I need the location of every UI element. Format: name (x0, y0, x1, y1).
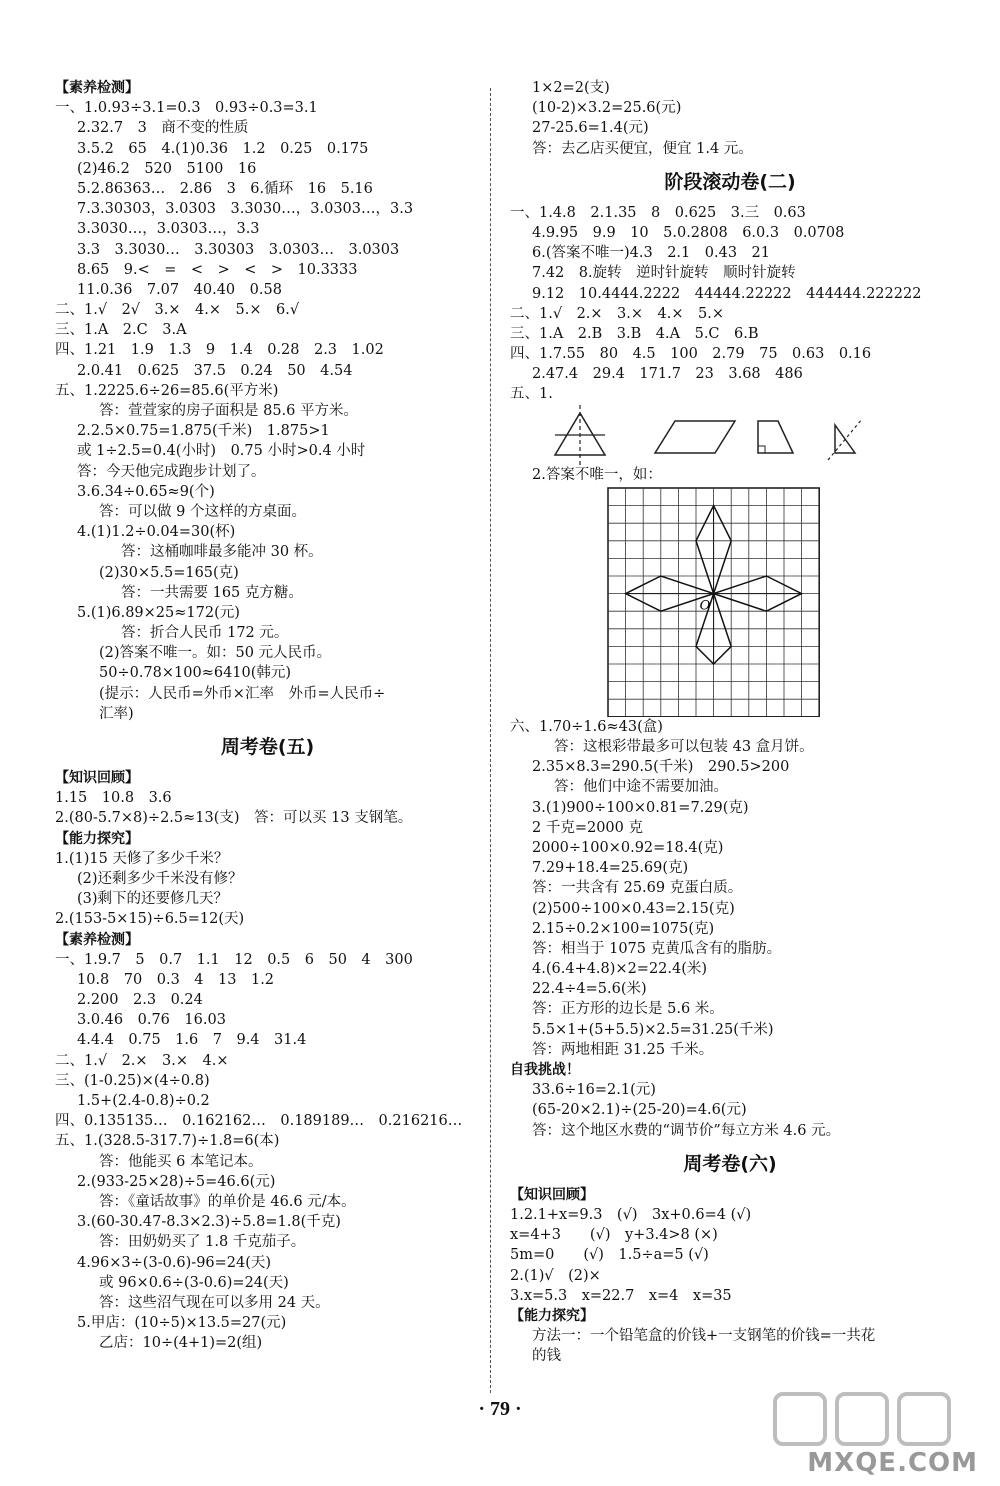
answer-line: 答：萱萱家的房子面积是 85.6 平方米。 (99, 403, 359, 419)
answer-line: 33.6÷16=2.1(元) (532, 1082, 656, 1099)
answer-line: (2)46.2 520 5100 16 (77, 160, 257, 177)
answer-line: 答：折合人民币 172 元。 (121, 625, 289, 642)
answer-line: 答：他能买 6 本笔记本。 (99, 1153, 263, 1170)
section-heading: 【素养检测】 (55, 931, 139, 948)
answer-line: 五、1.(328.5-317.7)÷1.8=6(本) (55, 1133, 280, 1150)
answer-line: 二、1.√ 2.× 3.× 4.× 5.× (510, 305, 725, 322)
section-title: 阶段滚动卷(二) (664, 170, 796, 193)
section-title: 周考卷(六) (683, 1152, 777, 1175)
answer-line: 2.(1)√ (2)× (510, 1267, 601, 1284)
origin-label: O (699, 598, 711, 614)
answer-line: 27-25.6=1.4(元) (532, 120, 649, 137)
answer-line: 1.5+(2.4-0.8)÷0.2 (77, 1093, 210, 1109)
answer-line: 方法一：一个铅笔盒的价钱+一支钢笔的价钱=一共花 (532, 1328, 876, 1345)
answer-line: 四、1.21 1.9 1.3 9 1.4 0.28 2.3 1.02 (55, 342, 384, 359)
answer-line: 答：他们中途不需要加油。 (554, 779, 728, 796)
answer-line: 二、1.√ 2.× 3.× 4.× (55, 1052, 229, 1069)
answer-line: 3.(1)900÷100×0.81=7.29(克) (532, 799, 749, 816)
answer-line: 答：去乙店买便宜，便宜 1.4 元。 (532, 140, 753, 157)
answer-line: 2.32.7 3 商不变的性质 (77, 120, 249, 137)
answer-line: 答：今天他完成跑步计划了。 (77, 463, 266, 480)
left-column (55, 78, 480, 1353)
answer-line: 1×2=2(支) (532, 80, 610, 96)
shape-figures (510, 405, 950, 465)
answer-line: (65-20×2.1)÷(25-20)=4.6(元) (532, 1102, 747, 1119)
grid-figure (510, 485, 950, 717)
symmetry-shapes-figure (510, 405, 950, 465)
answer-line: 8.65 9.< = < > < > 10.3333 (77, 261, 358, 278)
answer-line: 答：这桶咖啡最多能冲 30 杯。 (121, 544, 323, 561)
watermark-text: MXQE.COM (807, 1448, 978, 1478)
answer-line: 5.甲店：(10÷5)×13.5=27(元) (77, 1315, 287, 1332)
answer-line: 三、(1-0.25)×(4÷0.8) (55, 1072, 210, 1089)
answer-line: 1.2.1+x=9.3 (√) 3x+0.6=4 (√) (510, 1206, 752, 1223)
answer-line: 5.(1)6.89×25≈172(元) (77, 604, 240, 621)
rotation-grid (510, 485, 950, 717)
answer-line: 3.5.2 65 4.(1)0.36 1.2 0.25 0.175 (77, 140, 369, 157)
answer-line: 7.3.30303，3.0303 3.3030…，3.0303…，3.3 (77, 201, 414, 218)
answer-line: 或 96×0.6÷(3-0.6)=24(天) (99, 1274, 289, 1291)
answer-line: 7.29+18.4=25.69(克) (532, 860, 689, 877)
page-number: · 79 · (478, 1398, 522, 1420)
answer-line: 四、0.135135… 0.162162… 0.189189… 0.216216… (55, 1113, 463, 1130)
answer-line: 7.42 8.旋转 逆时针旋转 顺时针旋转 (532, 265, 796, 282)
answer-line: 2.200 2.3 0.24 (77, 992, 203, 1009)
answer-line: 汇率) (99, 705, 134, 722)
answer-line: 3.6.34÷0.65≈9(个) (77, 483, 215, 500)
answer-line: 22.4÷4=5.6(米) (532, 981, 647, 998)
answer-line: 4.9.95 9.9 10 5.0.2808 6.0.3 0.0708 (532, 224, 845, 241)
answer-line: 4.4.4 0.75 1.6 7 9.4 31.4 (77, 1032, 307, 1049)
answer-line: 3.(60-30.47-8.3×2.3)÷5.8=1.8(千克) (77, 1214, 341, 1231)
page-number-value: 79 (490, 1398, 510, 1420)
section-heading: 自我挑战！ (510, 1062, 580, 1078)
answer-line: x=4+3 (√) y+3.4>8 (×) (510, 1227, 718, 1244)
answer-line: 四、1.7.55 80 4.5 100 2.79 75 0.63 0.16 (510, 346, 872, 363)
answer-line: 5.2.86363… 2.86 3 6.循环 16 5.16 (77, 180, 373, 197)
answer-line: 4.96×3÷(3-0.6)-96=24(天) (77, 1254, 272, 1271)
answer-line: 2.35×8.3=290.5(千米) 290.5>200 (532, 759, 790, 776)
answer-line: 2.(80-5.7×8)÷2.5≈13(支) 答：可以买 13 支钢笔。 (55, 810, 413, 827)
answer-line: 答：这个地区水费的“调节价”每立方米 4.6 元。 (532, 1122, 841, 1139)
answer-line: 一、1.4.8 2.1.35 8 0.625 3.三 0.63 (510, 204, 806, 221)
answer-line: (2)500÷100×0.43=2.15(克) (532, 900, 735, 917)
answer-line: 答：田奶奶买了 1.8 千克茄子。 (99, 1234, 306, 1251)
section-heading: 【知识回顾】 (510, 1186, 594, 1203)
answer-line: (提示：人民币=外币×汇率 外币=人民币÷ (99, 685, 386, 702)
answer-line: 11.0.36 7.07 40.40 0.58 (77, 281, 282, 298)
answer-line: 1.(1)15 天修了多少千米？ (55, 850, 229, 867)
answer-line: 答：两地相距 31.25 千米。 (532, 1041, 714, 1058)
answer-line: (2)30×5.5=165(克) (99, 564, 239, 581)
section-heading: 【知识回顾】 (55, 770, 139, 786)
answer-line: 的钱 (532, 1348, 561, 1365)
answer-line: (3)剩下的还要修几天？ (77, 891, 229, 908)
answer-line: 2.47.4 29.4 171.7 23 3.68 486 (532, 366, 803, 383)
answer-line: 3.3030…，3.0303…，3.3 (77, 221, 260, 238)
answer-line: 一、1.9.7 5 0.7 1.1 12 0.5 6 50 4 300 (55, 951, 413, 968)
answer-line: (2)还剩多少千米没有修？ (77, 870, 243, 887)
answer-line: 3.x=5.3 x=22.7 x=4 x=35 (510, 1287, 732, 1304)
answer-line: 2.2.5×0.75=1.875(千米) 1.875>1 (77, 423, 330, 440)
answer-line: 答：《童话故事》的单价是 46.6 元/本。 (99, 1193, 356, 1210)
answer-line: 答：一共含有 25.69 克蛋白质。 (532, 880, 743, 897)
section-heading: 【能力探究】 (510, 1307, 594, 1324)
answer-line: 5.5×1+(5+5.5)×2.5=31.25(千米) (532, 1021, 774, 1038)
section-title: 周考卷(五) (220, 736, 315, 758)
section-heading: 【能力探究】 (55, 830, 139, 847)
answer-line: (2)答案不唯一。如：50 元人民币。 (99, 645, 332, 662)
answer-line: 2.答案不唯一，如： (532, 466, 662, 483)
right-column (510, 78, 950, 1366)
answer-line: 4.(1)1.2÷0.04=30(杯) (77, 524, 236, 541)
answer-line: 1.15 10.8 3.6 (55, 790, 172, 807)
answer-line: 3.0.46 0.76 16.03 (77, 1012, 226, 1029)
answer-line: 答：一共需要 165 克方糖。 (121, 584, 303, 601)
answer-line: 4.(6.4+4.8)×2=22.4(米) (532, 961, 708, 978)
answer-line: 9.12 10.4444.2222 44444.22222 444444.222222 (532, 285, 922, 302)
answer-line: 答：可以做 9 个这样的方桌面。 (99, 503, 306, 520)
answer-line: 答：正方形的边长是 5.6 米。 (532, 1001, 724, 1018)
answer-line: 五、1. (510, 386, 553, 403)
column-divider (490, 88, 491, 1393)
answer-line: 五、1.2225.6÷26=85.6(平方米) (55, 382, 279, 399)
answer-line: 答：这根彩带最多可以包装 43 盒月饼。 (554, 739, 814, 755)
answer-line: 一、1.0.93÷3.1=0.3 0.93÷0.3=3.1 (55, 100, 318, 117)
answer-line: 2.15÷0.2×100=1075(克) (532, 920, 715, 937)
answer-line: 2.(933-25×28)÷5=46.6(元) (77, 1173, 276, 1190)
answer-line: 2.0.41 0.625 37.5 0.24 50 4.54 (77, 362, 353, 379)
answer-line: 或 1÷2.5=0.4(小时) 0.75 小时>0.4 小时 (77, 443, 366, 460)
answer-line: 答：这些沼气现在可以多用 24 天。 (99, 1294, 330, 1311)
answer-line: 六、1.70÷1.6≈43(盒) (510, 718, 663, 735)
answer-line: 乙店：10÷(4+1)=2(组) (99, 1335, 263, 1352)
answer-line: 10.8 70 0.3 4 13 1.2 (77, 971, 275, 988)
answer-line: 2 千克=2000 克 (532, 819, 643, 836)
answer-line: 3.3 3.3030… 3.30303 3.0303… 3.0303 (77, 241, 400, 258)
section-heading: 【素养检测】 (55, 80, 139, 96)
answer-line: 50÷0.78×100≈6410(韩元) (99, 665, 292, 682)
answer-line: 三、1.A 2.C 3.A (55, 322, 187, 339)
answer-line: 6.(答案不唯一)4.3 2.1 0.43 21 (532, 245, 771, 262)
answer-line: 2.(153-5×15)÷6.5=12(天) (55, 911, 245, 928)
answer-line: 二、1.√ 2√ 3.× 4.× 5.× 6.√ (55, 302, 300, 319)
answer-line: 答：相当于 1075 克黄瓜含有的脂肪。 (532, 940, 782, 957)
answer-line: 5m=0 (√) 1.5÷a=5 (√) (510, 1247, 709, 1264)
answer-line: (10-2)×3.2=25.6(元) (532, 100, 682, 117)
answer-line: 2000÷100×0.92=18.4(克) (532, 839, 724, 856)
answer-line: 三、1.A 2.B 3.B 4.A 5.C 6.B (510, 325, 759, 342)
